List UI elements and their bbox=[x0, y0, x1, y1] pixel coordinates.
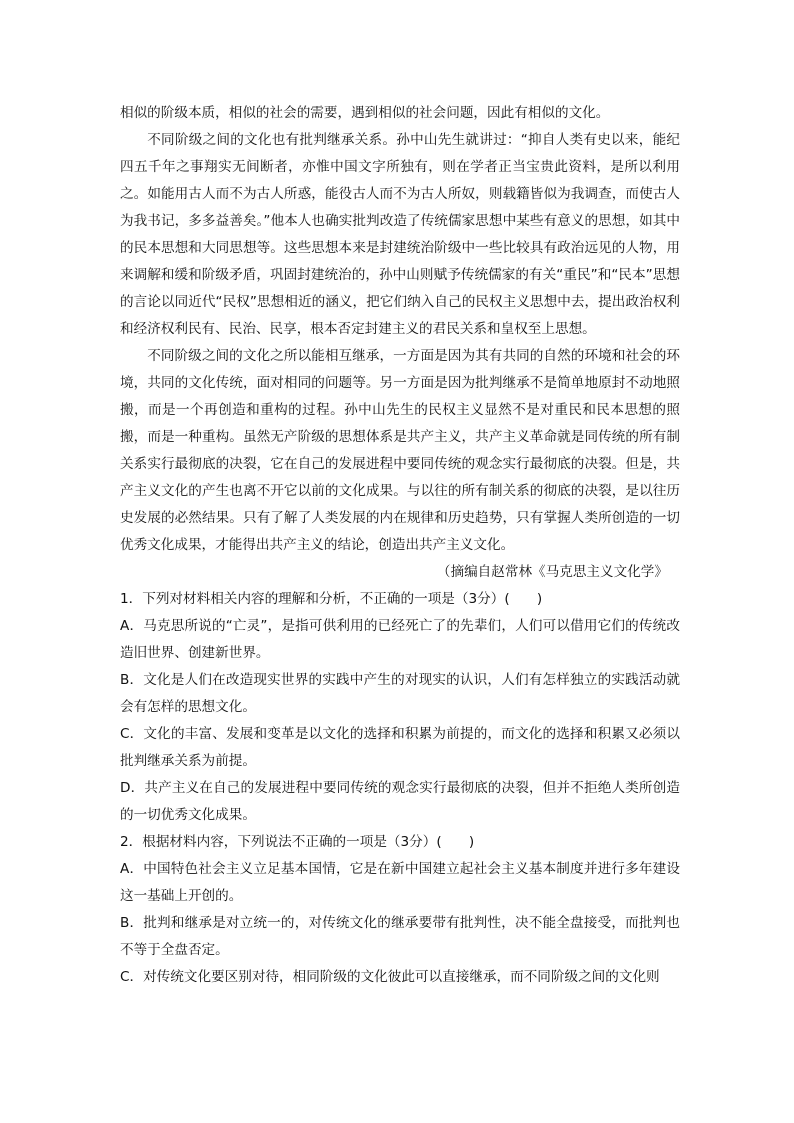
question-2-stem: 2．根据材料内容，下列说法不正确的一项是（3分）( ) bbox=[120, 834, 475, 850]
document-page bbox=[120, 100, 680, 991]
question-1-option-c: C．文化的丰富、发展和变革是以文化的选择和积累为前提的，而文化的选择和积累又必须以批判继承关系为前提。 bbox=[120, 726, 680, 769]
question-2-option-c: C．对传统文化要区别对待，相同阶级的文化彼此可以直接继承，而不同阶级之间的文化则 bbox=[120, 969, 660, 985]
article-paragraph-2: 不同阶级之间的文化之所以能相互继承，一方面是因为其有共同的自然的环境和社会的环境，共同的文化传统，面对相同的问题等。另一方面是因为批判继承不是简单地原封不动地照搬，而是一个再创造和重构的过程。孙中山先生的民权主义显然不是对重民和民本思想的照搬，而是一种重构。虽然无产阶级的思想体系是共产主义，共产主义革命就是同传统的所有制关系实行最彻底的决裂，它在自己的发展进程中要同传统的观念实行最彻底的决裂。但是，共产主义文化的产生也离不开它以前的文化成果。与以往的所有制关系的彻底的决裂，是以往历史发展的必然结果。只有了解了人类发展的内在规律和历史趋势，只有掌握人类所创造的一切优秀文化成果，才能得出共产主义的结论，创造出共产主义文化。 bbox=[120, 348, 680, 553]
question-1-option-a: A．马克思所说的“亡灵”，是指可供利用的已经死亡了的先辈们，人们可以借用它们的传统改造旧世界、创建新世界。 bbox=[120, 618, 680, 661]
question-2 bbox=[120, 829, 680, 991]
question-1-option-d: D．共产主义在自己的发展进程中要同传统的观念实行最彻底的决裂，但并不拒绝人类所创造的一切优秀文化成果。 bbox=[120, 780, 680, 823]
article-paragraph-0: 相似的阶级本质，相似的社会的需要，遇到相似的社会问题，因此有相似的文化。 bbox=[120, 105, 610, 121]
article-source: （摘编自赵常林《马克思主义文化学》 bbox=[436, 564, 668, 580]
question-1 bbox=[120, 586, 680, 829]
question-1-option-b: B．文化是人们在改造现实世界的实践中产生的对现实的认识，人们有怎样独立的实践活动就会有怎样的思想文化。 bbox=[120, 672, 680, 715]
question-2-option-a: A．中国特色社会主义立足基本国情，它是在新中国建立起社会主义基本制度并进行多年建设这一基础上开创的。 bbox=[120, 861, 680, 904]
article-paragraph-1: 不同阶级之间的文化也有批判继承关系。孙中山先生就讲过：“抑自人类有史以来，能纪四五千年之事翔实无间断者，亦惟中国文字所独有，则在学者正当宝贵此资料，是所以利用之。如能用古人而不为古人所惑，能役古人而不为古人所奴，则载籍皆似为我调查，而使古人为我书记，多多益善矣。”他本人也确实批判改造了传统儒家思想中某些有意义的思想，如其中的民本思想和大同思想等。这些思想本来是封建统治阶级中一些比较具有政治远见的人物，用来调解和缓和阶级矛盾，巩固封建统治的，孙中山则赋予传统儒家的有关“重民”和“民本”思想的言论以同近代“民权”思想相近的涵义，把它们纳入自己的民权主义思想中去，提出政治权利和经济权利民有、民治、民享，根本否定封建主义的君民关系和皇权至上思想。 bbox=[120, 132, 680, 337]
question-1-stem: 1．下列对材料相关内容的理解和分析，不正确的一项是（3分）( ) bbox=[120, 591, 543, 607]
question-2-option-b: B．批判和继承是对立统一的，对传统文化的继承要带有批判性，决不能全盘接受，而批判也不等于全盘否定。 bbox=[120, 915, 680, 958]
